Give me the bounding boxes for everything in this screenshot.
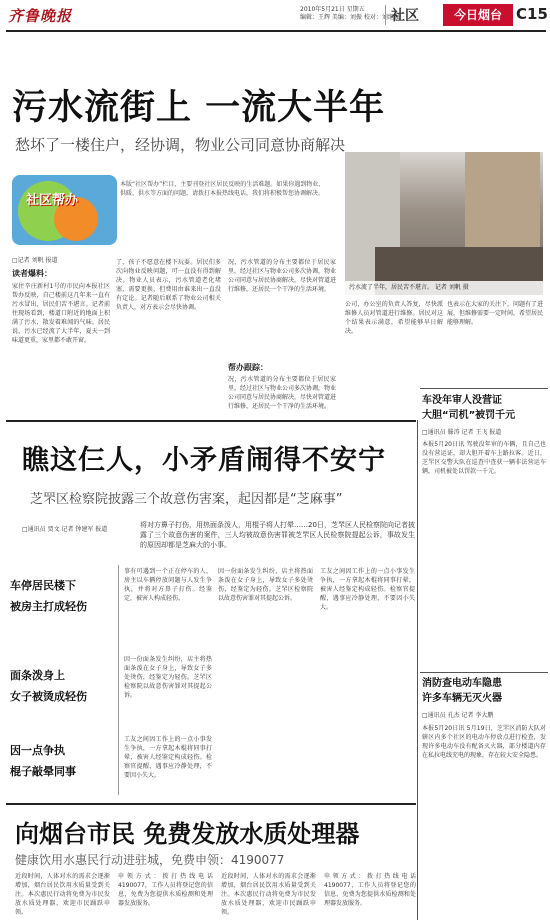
story2-divider [118,565,119,795]
story2-lead: 将对方鼻子打伤，用热面条泼人，用棍子将人打晕……20日，芝罘区人民检察院向记者披露了三个故意伤害的案件，三人均被故意伤害罪被芝罘区人民检察院提起公诉，事故发生的原因却都是芝麻大的小事。 [140,521,415,549]
right-top-rule [420,388,548,389]
story1-headline: 污水流街上 一流大半年 [12,88,386,128]
story2-col1a: 事有可遇到一个正在停车的人，房主以车辆停放问题与人发生争执，并将对方鼻子打伤。经鉴定，被害人构成轻伤。 [124,568,212,602]
masthead-logo: 齐鲁晚报 [8,7,73,25]
story3-col2: 申领方式：拨打热线电话4190077，工作人员将登记您的信息，免费为您提供水质检测和处理器发放服务。 [118,873,213,907]
story1-col3: 况，污水管道的分布主要都位于居民家里，经过社区与物业公司多次协调，物业公司同意与居民协商解决，尽快对管道进行维修，还居民一个干净的生活环境。 [228,259,336,293]
story3-headline: 向烟台市民 免费发放水质处理器 [15,820,360,848]
story2-headline: 瞧这仨人，小矛盾闹得不安宁 [22,445,386,476]
story3-col3: 近段时间，人体对水的需求会逐渐增加，烟台居民饮用水质量受到关注。本次惠民行动将免费为市民发放水质处理器，欢迎市民踊跃申领。 [221,873,316,916]
logo-text: 社区帮办 [26,193,79,208]
story1-kicker-followup: 帮办跟踪： [228,363,268,372]
story3-subhead: 健康饮用水惠民行动进驻城，免费申领：4190077 [15,853,285,867]
right-item2-title [422,676,502,706]
photo-door [465,152,540,262]
story2-sidehead-3 [10,740,76,782]
story1-kicker-report: 读者爆料： [12,269,52,278]
community-help-logo [12,175,117,245]
story2-col1b: 因一份面条发生纠纷，店主将热面条泼在女子身上，导致女子多处烫伤，经鉴定为轻伤。芝罘区检察院以故意伤害罪对其提起公诉。 [124,656,212,699]
story1-col2: 了，孩子不愿意在楼下玩耍。居民们多次向物业反映问题，可一直没有得到解决。物业人员表示，污水管道老化堵塞，需要更换，但费用由谁来出一直没有定论。记者随后联系了物业公司相关负责人，对方表示会尽快协调。 [116,259,221,311]
story2-subhead: 芝罘区检察院披露三个故意伤害案，起因都是“芝麻事” [30,492,343,507]
photo-caption: 污水流了半年，居民苦不堪言。 记者 刘帆 摄 [345,281,543,295]
right-item1-title [422,393,515,423]
story1-subhead: 愁坏了一楼住户，经协调，物业公司同意协商解决 [15,136,346,154]
story1-col3b: 况，污水管道的分布主要都位于居民家里，经过社区与物业公司多次协调，物业公司同意与居民协商解决，尽快对管道进行维修，还居民一个干净的生活环境。 [228,376,336,410]
section-tag: 今日烟台 [443,4,513,26]
right-item2-title-line2: 许多车辆无灭火器 [422,693,502,704]
right-column-divider [417,420,418,920]
right-item1-title-line2: 大胆“司机”被罚千元 [422,410,516,421]
story2-sidehead-2 [10,665,87,707]
sidehead-3-line1: 因一点争执 [10,744,65,757]
right-item1-body: 本报5月20日讯 驾驶没年审的车辆，且自己也没有营运证，却大胆开着车上路拉客。近日，芝罘区交警大队在巡查中查获一辆非法营运车辆，司机被处以罚款一千元。 [422,441,546,475]
sidehead-1-line2: 被房主打成轻伤 [10,600,87,613]
story3-col1: 近段时间，人体对水的需求会逐渐增加，烟台居民饮用水质量受到关注。本次惠民行动将免费为市民发放水质处理器，欢迎市民踊跃申领。 [15,873,110,916]
story2-col1c: 工友之间因工作上的一点小事发生争执，一方拿起木棍将同事打晕，被害人经鉴定构成轻伤。检察官提醒，遇事应冷静处理，不要因小失大。 [124,736,212,779]
story2-col3: 工友之间因工作上的一点小事发生争执，一方拿起木棍将同事打晕，被害人经鉴定构成轻伤。检察官提醒，遇事应冷静处理，不要因小失大。 [320,568,415,611]
right-item1-byline: □通讯员 滕涛 记者 王飞 报道 [422,429,502,436]
story2-sidehead-1 [10,575,87,617]
right-item1-title-line1: 车没年审人没营证 [422,395,502,406]
right-item2-byline: □通讯员 孔杰 记者 李大鹏 [422,712,494,719]
header-rule [6,30,546,32]
sidehead-1-line1: 车停居民楼下 [10,579,76,592]
story2-byline: □通讯员 贾文 记者 钟建军 报道 [22,526,108,533]
story2-rule [6,803,416,805]
section-name: 社区 [385,5,419,25]
issue-date: 2010年5月21日 星期五 [300,6,365,13]
sidehead-3-line2: 棍子敲晕同事 [10,765,76,778]
flooded-street-photo [345,152,543,295]
page-number: C15 [516,5,548,23]
sidehead-2-line1: 面条泼身上 [10,669,65,682]
story1-col1: 家住辛庄新村1号的市民向本报社区帮办反映，自己楼前这几年来一直有污水冒出，居民们苦不堪言。记者前往现场看到，楼道口附近的地面上积满了污水，散发着难闻的气味。居民说，污水已经流了大半年，夏天一到味道更重，家里都不敢开窗。 [12,283,110,344]
right-mid-rule [420,672,548,673]
column-intro: 本版“社区帮办”栏目，主要刊登社区居民反映的生活难题。如果你遇到物业、供暖、供水等方面的问题，请拨打本报热线电话，我们将积极帮您协调解决。 [120,181,325,197]
story1-byline: □记者 刘帆 报道 [12,257,58,264]
story1-col5: 也表示在大家的关注下，问题有了进展，但维修需要一定时间，希望居民能够理解。 [447,301,543,326]
story1-rule [6,420,416,422]
right-item2-title-line1: 消防查电动车隐患 [422,678,502,689]
sidehead-2-line2: 女子被烫成轻伤 [10,690,87,703]
story1-col4: 公司，办公室的负责人答复，尽快派维修人员对管道进行维修。居民对这个结果表示满意，希望能够早日解决。 [345,301,443,335]
story2-col2: 因一份面条发生纠纷，店主将热面条泼在女子身上，导致女子多处烫伤，经鉴定为轻伤。芝罘区检察院以故意伤害罪对其提起公诉。 [218,568,313,602]
editor-credits: 编辑：王辉 美编：刘振 校对：刘继强 [300,14,400,21]
right-item2-body: 本报5月20日讯 5月19日，芝罘区消防大队对辖区内多个社区的电动车停放点进行检查，发现许多电动车没有配备灭火器，部分楼道内存在私拉电线充电的现象，存在较大安全隐患。 [422,725,546,759]
story3-col4: 申领方式：拨打热线电话4190077，工作人员将登记您的信息，免费为您提供水质检测和处理器发放服务。 [324,873,416,907]
